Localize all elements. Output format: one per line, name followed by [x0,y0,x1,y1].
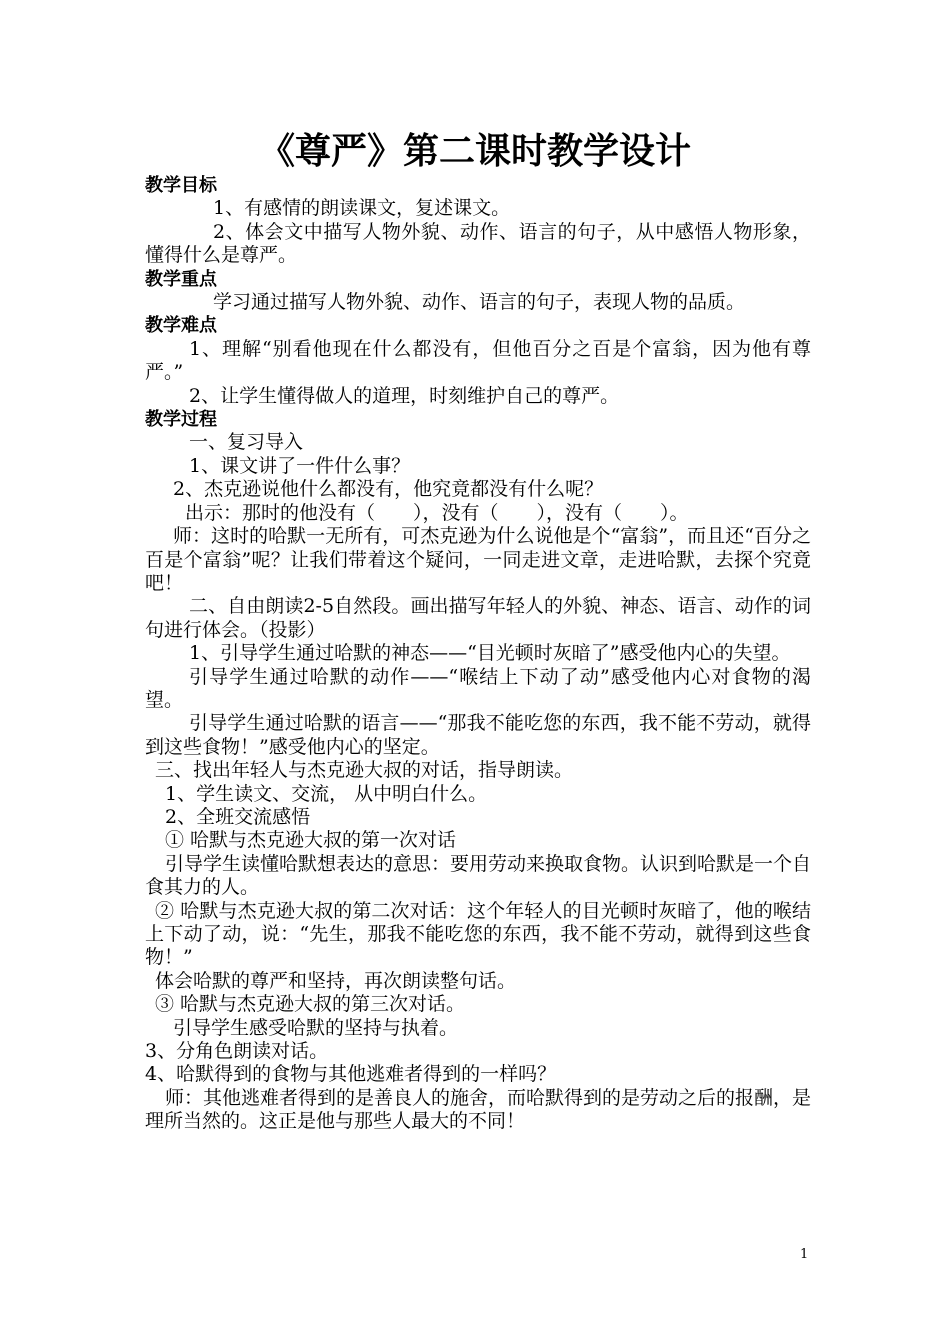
paragraph: 出示：那时的他没有（ ），没有（ ），没有（ ）。 [185,501,689,524]
paragraph: 3、分角色朗读对话。 [145,1040,329,1063]
paragraph: ③ 哈默与杰克逊大叔的第三次对话。 [155,993,466,1016]
section-heading-process: 教学过程 [145,409,217,431]
paragraph: 1、学生读文、交流， 从中明白什么。 [165,782,488,805]
paragraph: 学习通过描写人物外貌、动作、语言的句子，表现人物的品质。 [213,291,746,314]
paragraph: 引导学生通过哈默的语言——“那我不能吃您的东西，我不能不劳动，就得到这些食物！”感受他内心的坚定。 [145,712,811,758]
paragraph: 1、理解“别看他现在什么都没有，但他百分之百是个富翁，因为他有尊严。” [145,337,811,384]
paragraph: 引导学生感受哈默的坚持与执着。 [173,1016,459,1039]
paragraph: 1、有感情的朗读课文，复述课文。 [213,197,511,220]
paragraph: 引导学生通过哈默的动作——“喉结上下动了动”感受他内心对食物的渴望。 [145,665,811,711]
paragraph: 引导学生读懂哈默想表达的意思：要用劳动来换取食物。认识到哈默是一个自食其力的人。 [145,852,812,899]
paragraph: 1、课文讲了一件什么事？ [189,454,411,477]
paragraph: 体会哈默的尊严和坚持，再次朗读整句话。 [155,969,517,992]
paragraph: 2、让学生懂得做人的道理，时刻维护自己的尊严。 [189,384,620,407]
section-heading-difficulty: 教学难点 [145,315,217,337]
paragraph: 三、找出年轻人与杰克逊大叔的对话，指导朗读。 [155,759,574,782]
paragraph: 2、体会文中描写人物外貌、动作、语言的句子，从中感悟人物形象，懂得什么是尊严。 [145,220,811,267]
section-heading-goals: 教学目标 [145,175,217,196]
paragraph: 师：这时的哈默一无所有，可杰克逊为什么说他是个“富翁”，而且还“百分之百是个富翁”呢？让我们带着这个疑问，一同走进文章，走进哈默，去探个究竟吧！ [145,525,811,594]
paragraph: 师：其他逃难者得到的是善良人的施舍，而哈默得到的是劳动之后的报酬，是理所当然的。这正是他与那些人最大的不同！ [145,1086,812,1133]
page-number: 1 [800,1247,809,1262]
paragraph: ② 哈默与杰克逊大叔的第二次对话：这个年轻人的目光顿时灰暗了，他的喉结上下动了动，说：“先生，那我不能吃您的东西，我不能不劳动，就得到这些食物！” [145,899,811,969]
paragraph: ① 哈默与杰克逊大叔的第一次对话 [165,829,457,852]
document-body [145,174,811,1134]
paragraph: 二、自由朗读2-5自然段。画出描写年轻人的外貌、神态、语言、动作的词句进行体会。（投影） [145,595,811,641]
paragraph: 2、杰克逊说他什么都没有，他究竟都没有什么呢？ [173,478,604,501]
paragraph: 1、引导学生通过哈默的神态——“目光顿时灰暗了”感受他内心的失望。 [189,642,791,665]
page-title: 《尊严》第二课时教学设计 [258,131,691,172]
section-heading-key: 教学重点 [145,268,217,290]
paragraph: 一、复习导入 [189,431,304,454]
paragraph: 2、全班交流感悟 [165,805,311,828]
paragraph: 4、哈默得到的食物与其他逃难者得到的一样吗？ [145,1063,557,1086]
